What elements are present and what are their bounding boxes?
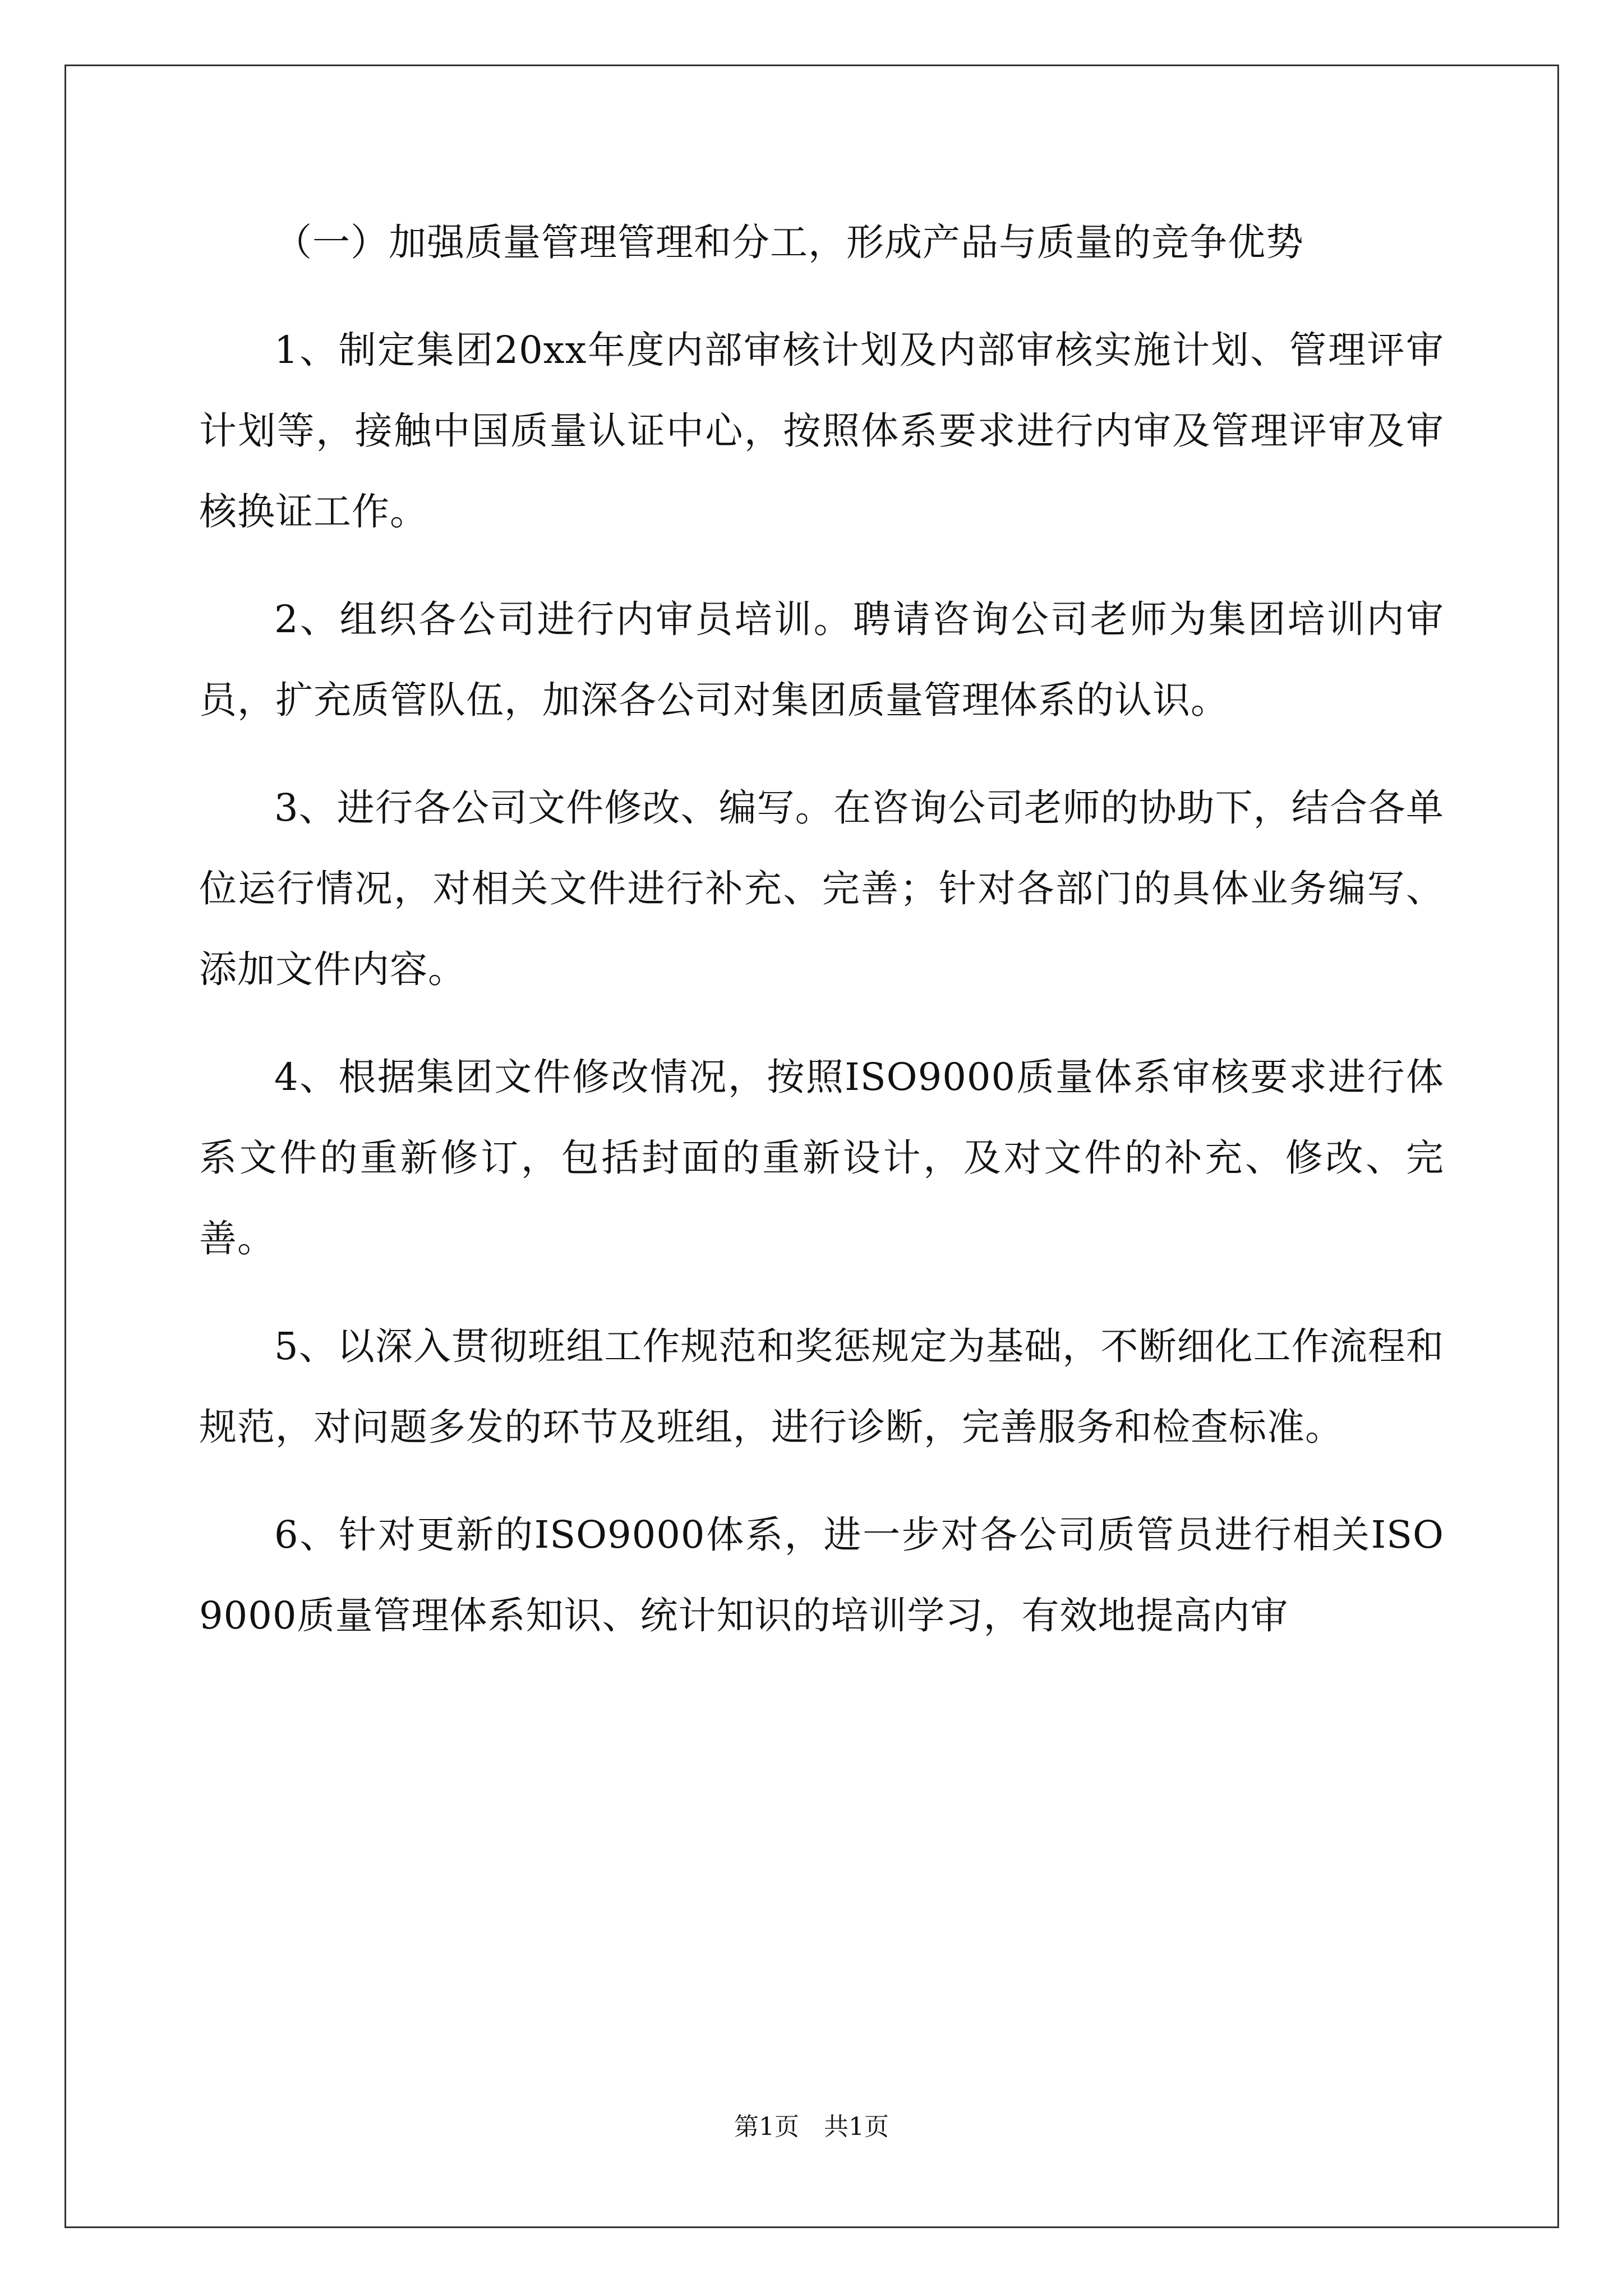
paragraph-3: 3、进行各公司文件修改、编写。在咨询公司老师的协助下，结合各单位运行情况，对相关文件进行补充、完善；针对各部门的具体业务编写、添加文件内容。 [199,786,1444,991]
section-heading: （一）加强质量管理管理和分工，形成产品与质量的竞争优势 [274,220,1304,264]
paragraph-2: 2、组织各公司进行内审员培训。聘请咨询公司老师为集团培训内审员，扩充质管队伍，加深各公司对集团质量管理体系的认识。 [199,597,1444,722]
paragraph-4: 4、根据集团文件修改情况，按照ISO9000质量体系审核要求进行体系文件的重新修订，包括封面的重新设计，及对文件的补充、修改、完善。 [199,1055,1444,1260]
paragraph-1: 1、制定集团20xx年度内部审核计划及内部审核实施计划、管理评审计划等，接触中国质量认证中心，按照体系要求进行内审及管理评审及审核换证工作。 [199,328,1444,533]
page-total: 共1页 [824,2113,889,2141]
paragraph-5: 5、以深入贯彻班组工作规范和奖惩规定为基础，不断细化工作流程和规范，对问题多发的环节及班组，进行诊断，完善服务和检查标准。 [199,1324,1444,1449]
page-number: 第1页 [734,2113,799,2141]
paragraph-6: 6、针对更新的ISO9000体系，进一步对各公司质管员进行相关ISO9000质量管理体系知识、统计知识的培训学习，有效地提高内审 [199,1513,1444,1637]
document-body [199,202,1444,1683]
page-footer [0,2110,1623,2144]
